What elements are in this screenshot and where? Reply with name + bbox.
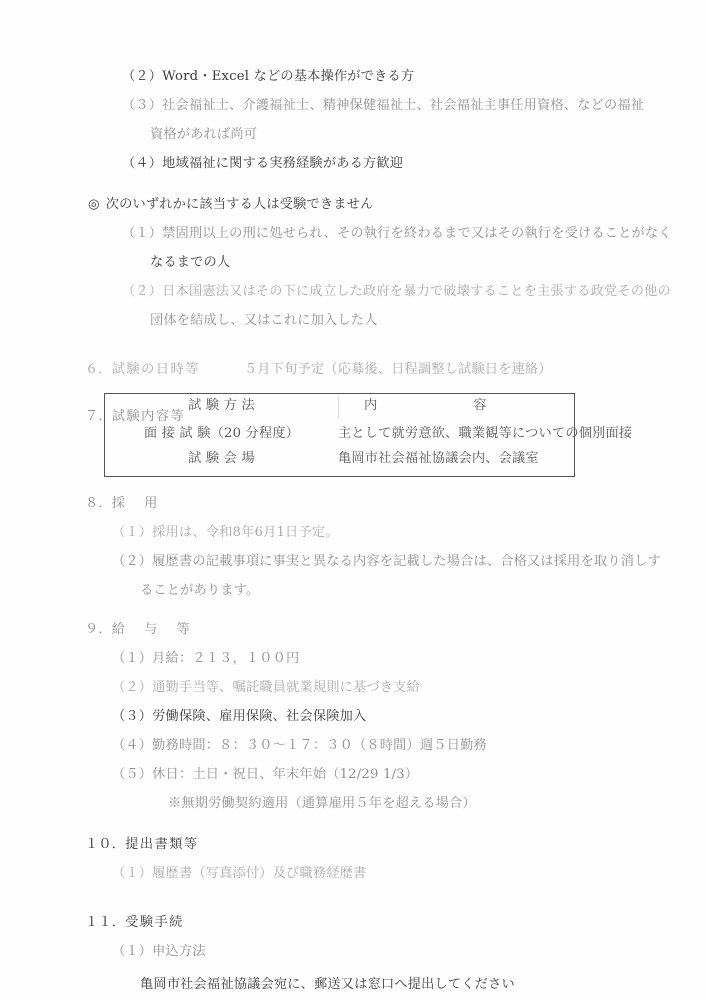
table-header-row xyxy=(105,399,574,427)
table-cell-method: 試 験 会 場 xyxy=(188,451,255,466)
table-cell-method: 面 接 試 験（20 分程度） xyxy=(143,426,300,441)
section-11 xyxy=(85,916,184,929)
section-9-item-5 xyxy=(112,768,418,781)
disqualification-item-1-continuation xyxy=(150,256,230,269)
item-marker: （２） xyxy=(122,284,163,299)
section-number: １０． xyxy=(85,837,126,852)
qualification-item-2 xyxy=(122,70,414,83)
item-text: 勤務時間：８：３０～１７：３０（８時間）週５日勤務 xyxy=(152,738,487,753)
item-marker: （１） xyxy=(112,944,153,959)
item-text: 履歴書（写真添付）及び職務経歴書 xyxy=(152,866,367,881)
section-number: ９． xyxy=(85,622,112,637)
item-text: Word・Excel などの基本操作ができる方 xyxy=(162,69,415,84)
section-10 xyxy=(85,838,199,851)
item-marker: （３） xyxy=(112,709,153,724)
section-9-item-3 xyxy=(112,710,366,723)
section-6 xyxy=(85,363,552,376)
table-header-content-right: 容 xyxy=(473,398,487,413)
note-text: ※無期労働契約適用（通算雇用５年を超える場合） xyxy=(168,796,476,811)
item-text: 禁固刑以上の刑に処せられ、その執行を終わるまで又はその執行を受けることがなく xyxy=(162,226,672,241)
qualification-item-4 xyxy=(122,157,403,170)
item-marker: （２） xyxy=(112,554,153,569)
item-text: 履歴書の記載事項に事実と異なる内容を記載した場合は、合格又は採用を取り消しす xyxy=(152,554,661,569)
item-marker: （１） xyxy=(122,226,163,241)
detail-text: 亀岡市社会福祉協議会宛に、郵送又は窓口へ提出してください xyxy=(140,977,515,992)
section-number: ６． xyxy=(85,362,112,377)
section-title: 提出書類等 xyxy=(125,837,199,852)
section-title: 採 用 xyxy=(111,496,161,511)
item-text: 労働保険、雇用保険、社会保険加入 xyxy=(152,709,367,724)
item-marker: （５） xyxy=(112,767,153,782)
section-8 xyxy=(85,497,160,510)
item-text: 地域福祉に関する実務経験がある方歓迎 xyxy=(162,156,404,171)
section-8-item-2-continuation xyxy=(140,584,259,597)
item-text: 月給：２１３，１００円 xyxy=(152,651,300,666)
item-text: 通勤手当等、嘱託職員就業規則に基づき支給 xyxy=(152,680,420,695)
item-text: 申込方法 xyxy=(152,944,206,959)
item-text: 日本国憲法又はその下に成立した政府を暴力で破壊することを主張する政党その他の xyxy=(162,284,671,299)
table-header-content xyxy=(338,399,576,412)
item-marker: （４） xyxy=(122,156,163,171)
item-text: 休日：土日・祝日、年末年始（12/29 1/3） xyxy=(152,767,419,782)
item-marker: （１） xyxy=(112,866,153,881)
item-marker: （１） xyxy=(112,651,153,666)
section-number: １１． xyxy=(85,915,126,930)
item-marker: （４） xyxy=(112,738,153,753)
item-text: なるまでの人 xyxy=(150,255,231,270)
table-header-content-left: 内 xyxy=(364,398,378,413)
item-text: 団体を結成し、又はこれに加入した人 xyxy=(150,313,378,328)
item-text: ることがあります。 xyxy=(140,583,260,598)
table-cell-content: 亀岡市社会福祉協議会内、会議室 xyxy=(338,451,539,466)
qualification-item-3 xyxy=(122,99,644,112)
exam-info-table xyxy=(104,393,633,477)
section-6-value: ５月下旬予定（応募後、日程調整し試験日を連絡） xyxy=(243,362,552,377)
section-9-item-2 xyxy=(112,681,420,694)
section-11-detail xyxy=(140,978,515,991)
table-header-method: 試 験 方 法 xyxy=(188,398,255,413)
section-title: 給 与 等 xyxy=(111,622,193,637)
item-marker: （２） xyxy=(112,680,153,695)
item-text: 採用は、令和8年6月1日予定。 xyxy=(152,525,339,540)
item-marker: （１） xyxy=(112,525,153,540)
section-title: 受験手続 xyxy=(125,915,184,930)
qualification-item-3-continuation xyxy=(150,128,257,141)
section-11-item-1 xyxy=(112,945,206,958)
disqualification-item-1 xyxy=(122,227,672,240)
section-10-item-1 xyxy=(112,867,366,880)
section-number: ７． xyxy=(85,409,112,424)
section-number: ８． xyxy=(85,496,112,511)
section-9-item-4 xyxy=(112,739,487,752)
disqualification-item-2 xyxy=(122,285,671,298)
item-marker: （２） xyxy=(122,69,163,84)
section-9-note xyxy=(168,797,476,810)
section-8-item-2 xyxy=(112,555,661,568)
section-9 xyxy=(85,623,193,636)
section-title: 試験の日時等 xyxy=(111,362,200,377)
disqualification-item-2-continuation xyxy=(150,314,378,327)
heading-text: 次のいずれかに該当する人は受験できません xyxy=(105,197,374,212)
section-8-item-1 xyxy=(112,526,339,539)
table-row xyxy=(105,452,574,480)
section-9-item-1 xyxy=(112,652,299,665)
table-cell-content: 主として就労意欲、職業観等についての個別面接 xyxy=(338,426,633,441)
section-title: 試験内容等 xyxy=(111,409,186,424)
item-text: 資格があれば尚可 xyxy=(150,127,258,142)
disqualification-heading xyxy=(88,198,373,211)
item-marker: （３） xyxy=(122,98,163,113)
item-text: 社会福祉士、介護福祉士、精神保健福祉士、社会福祉主事任用資格、などの福祉 xyxy=(162,98,645,113)
double-circle-icon: ◎ xyxy=(88,197,100,212)
